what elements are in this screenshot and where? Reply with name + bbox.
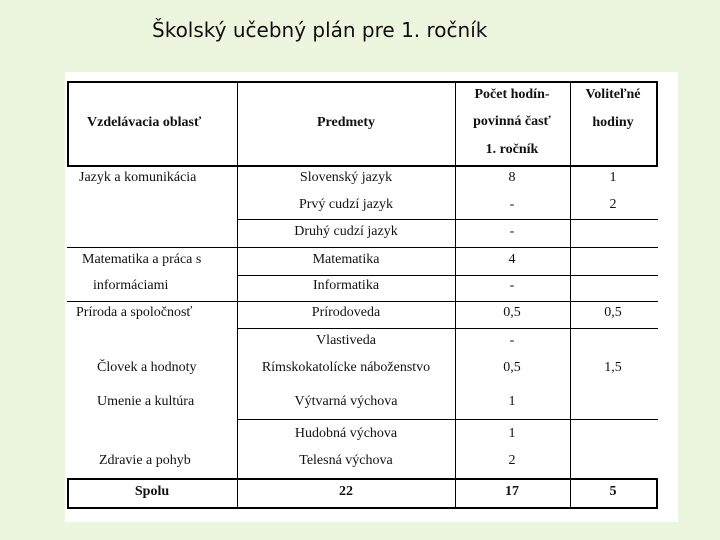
hours-cell: - [509,197,515,212]
header-divider [570,81,571,167]
header-right-border [656,81,658,167]
header-area: Vzdelávacia oblasť [87,115,202,130]
area-cell: Príroda a spoločnosť [76,305,193,320]
hours-cell: 2 [508,453,516,468]
header-hours-line1: Počet hodín- [474,87,550,102]
area-cell: Človek a hodnoty [97,360,197,375]
subject-cell: Vlastiveda [316,333,376,348]
page-title: Školský učebný plán pre 1. ročník [152,18,488,42]
header-hours-line3: 1. ročník [485,142,539,157]
row-divider [237,328,658,329]
area-cell: informáciami [93,278,169,293]
area-cell: Zdravie a pohyb [99,453,191,468]
subject-cell: Hudobná výchova [294,426,398,441]
footer-divider [455,478,456,509]
elective-cell: 1,5 [604,360,622,375]
subject-cell: Informatika [312,278,380,293]
elective-cell: 2 [609,197,617,212]
table-bottom-border [67,507,658,509]
area-cell: Umenie a kultúra [97,394,195,409]
hours-cell: 1 [508,426,516,441]
hours-cell: - [509,224,515,239]
curriculum-table [65,72,678,522]
hours-cell: - [509,333,515,348]
header-elective-line2: hodiny [592,115,634,130]
total-subjects: 22 [339,484,353,499]
subject-cell: Druhý cudzí jazyk [294,224,398,239]
elective-cell: 1 [609,170,617,185]
area-cell: Matematika a práca s [82,252,202,267]
hours-cell: 4 [508,252,516,267]
hours-cell: 1 [508,394,516,409]
footer-divider [237,478,238,509]
footer-left-border [67,478,69,509]
subject-cell: Slovenský jazyk [299,170,393,185]
footer-right-border [656,478,658,509]
header-elective-line1: Voliteľné [585,87,641,102]
row-divider [67,301,658,302]
header-divider [237,81,238,167]
subject-cell: Matematika [312,252,380,267]
header-hours-line2: povinná časť [473,114,551,129]
subject-cell: Telesná výchova [299,453,393,468]
body-divider [455,167,456,480]
subject-cell: Prírodoveda [311,305,381,320]
header-divider [455,81,456,167]
area-cell: Jazyk a komunikácia [79,170,197,185]
hours-cell: - [509,278,515,293]
body-divider [570,167,571,480]
footer-divider [570,478,571,509]
row-divider [237,219,658,220]
hours-cell: 8 [508,170,516,185]
row-divider [237,419,658,420]
body-divider [237,167,238,480]
row-divider [67,247,658,248]
row-divider [237,275,658,276]
hours-cell: 0,5 [503,360,521,375]
elective-cell: 0,5 [604,305,622,320]
total-elective: 5 [609,484,617,499]
header-subjects: Predmety [316,115,376,130]
header-left-border [67,81,69,167]
subject-cell: Výtvarná výchova [294,394,398,409]
hours-cell: 0,5 [503,305,521,320]
total-hours: 17 [505,484,519,499]
total-label: Spolu [134,484,170,499]
subject-cell: Prvý cudzí jazyk [298,197,394,212]
subject-cell: Rímskokatolícke náboženstvo [261,360,431,375]
